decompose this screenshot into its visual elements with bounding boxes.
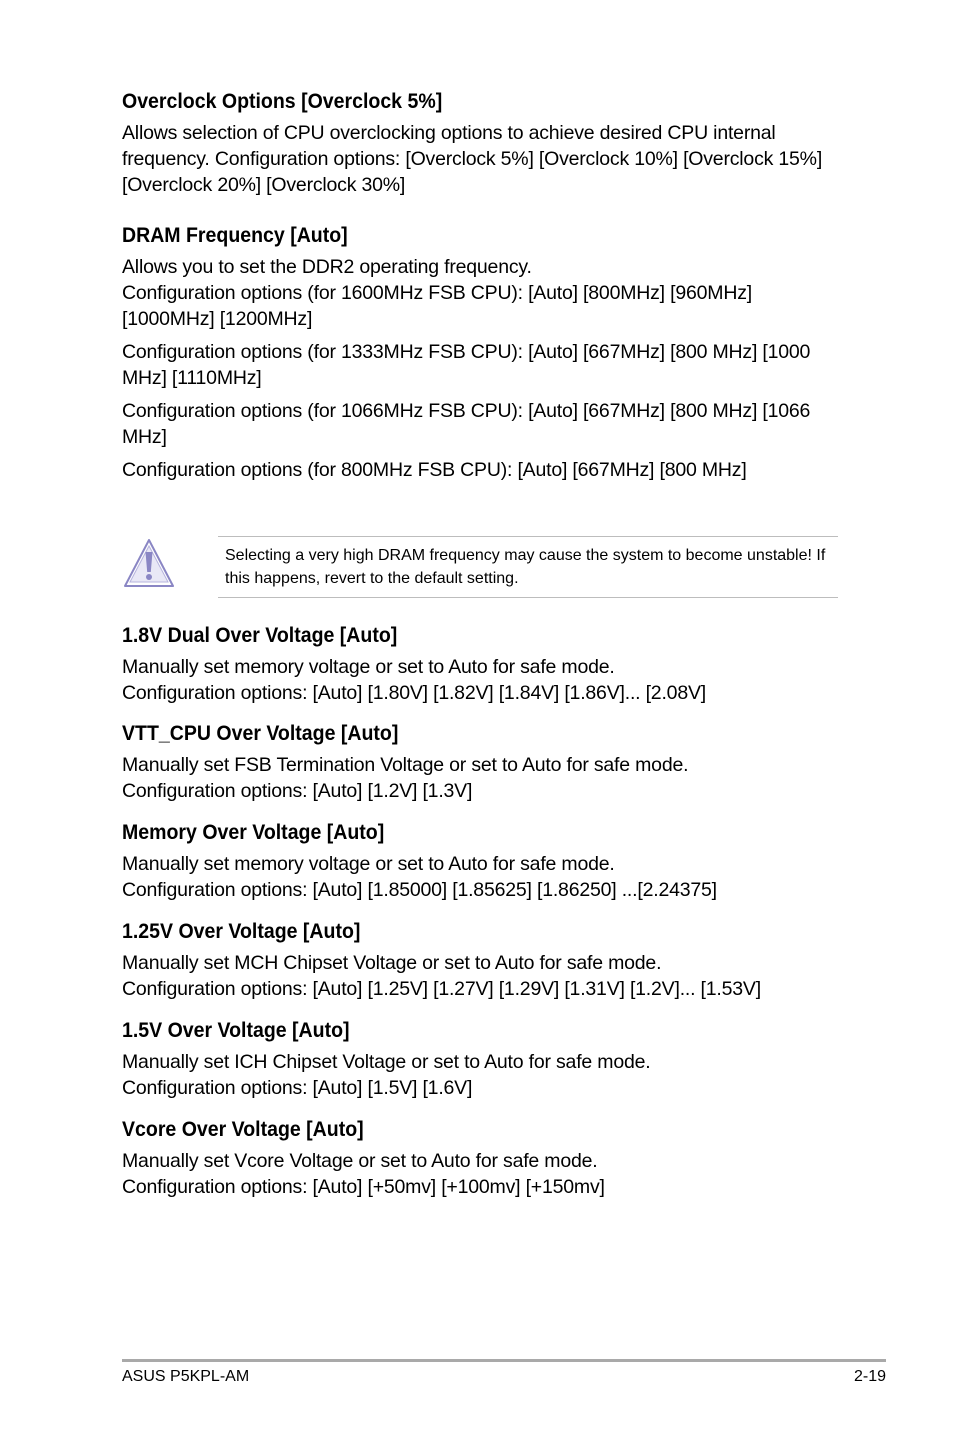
section-line: Manually set memory voltage or set to Auto for safe mode. — [122, 656, 615, 678]
section-dram-frequency — [122, 222, 842, 483]
section-paragraph: Allows selection of CPU overclocking options to achieve desired CPU internal frequency. Configuration options: [Overclock 5%] [Overclock 10%] [Overclock 15%] [Overclock 20%] [Overclock 30%] — [122, 122, 823, 196]
bottom-content — [122, 622, 842, 1200]
section-paragraph: Configuration options (for 1333MHz FSB CPU): [Auto] [667MHz] [800 MHz] [1000 MHz] [1110MHz] — [122, 341, 811, 389]
section-overclock-options — [122, 88, 842, 198]
footer-product-name: ASUS P5KPL-AM — [122, 1368, 250, 1385]
section-line: Manually set memory voltage or set to Auto for safe mode. — [122, 853, 615, 875]
section-1-25v — [122, 918, 842, 1002]
section-vtt-cpu — [122, 720, 842, 804]
section-heading: 1.5V Over Voltage [Auto] — [122, 1019, 350, 1042]
section-memory-over-voltage — [122, 819, 842, 903]
section-heading: Memory Over Voltage [Auto] — [122, 821, 385, 844]
section-line: Configuration options: [Auto] [1.80V] [1.82V] [1.84V] [1.86V]... [2.08V] — [122, 682, 706, 704]
page-number: 2-19 — [853, 1368, 886, 1385]
section-heading: 1.8V Dual Over Voltage [Auto] — [122, 624, 398, 647]
section-heading: 1.25V Over Voltage [Auto] — [122, 920, 361, 943]
section-1-5v — [122, 1017, 842, 1101]
section-line: Manually set ICH Chipset Voltage or set to Auto for safe mode. — [122, 1051, 651, 1073]
section-line: Manually set MCH Chipset Voltage or set to Auto for safe mode. — [122, 952, 662, 974]
section-heading: DRAM Frequency [Auto] — [122, 224, 348, 247]
section-line: Configuration options: [Auto] [1.2V] [1.3V] — [122, 780, 473, 802]
section-heading: VTT_CPU Over Voltage [Auto] — [122, 722, 399, 745]
section-line: Configuration options: [Auto] [1.25V] [1.27V] [1.29V] [1.31V] [1.2V]... [1.53V] — [122, 978, 761, 1000]
section-line: Manually set FSB Termination Voltage or set to Auto for safe mode. — [122, 754, 689, 776]
warning-icon — [122, 536, 176, 590]
section-vcore — [122, 1116, 842, 1200]
section-line: Configuration options: [Auto] [1.5V] [1.6V] — [122, 1077, 473, 1099]
section-paragraph: Allows you to set the DDR2 operating frequency. Configuration options (for 1600MHz FSB CPU): [Auto] [800MHz] [960MHz] [1000MHz] [1200MHz] — [122, 256, 752, 330]
top-content — [122, 88, 842, 490]
section-line: Configuration options: [Auto] [1.85000] [1.85625] [1.86250] ...[2.24375] — [122, 879, 717, 901]
section-heading: Overclock Options [Overclock 5%] — [122, 90, 443, 113]
section-paragraph: Configuration options (for 800MHz FSB CPU): [Auto] [667MHz] [800 MHz] — [122, 459, 747, 481]
section-line: Configuration options: [Auto] [+50mv] [+100mv] [+150mv] — [122, 1176, 605, 1198]
section-1-8v-dual — [122, 622, 842, 706]
footer-rule — [122, 1359, 886, 1362]
section-line: Manually set Vcore Voltage or set to Auto for safe mode. — [122, 1150, 598, 1172]
warning-note — [122, 536, 838, 598]
note-text: Selecting a very high DRAM frequency may cause the system to become unstable! If this happens, revert to the default setting. — [225, 547, 826, 587]
section-paragraph: Configuration options (for 1066MHz FSB CPU): [Auto] [667MHz] [800 MHz] [1066 MHz] — [122, 400, 811, 448]
section-heading: Vcore Over Voltage [Auto] — [122, 1118, 364, 1141]
